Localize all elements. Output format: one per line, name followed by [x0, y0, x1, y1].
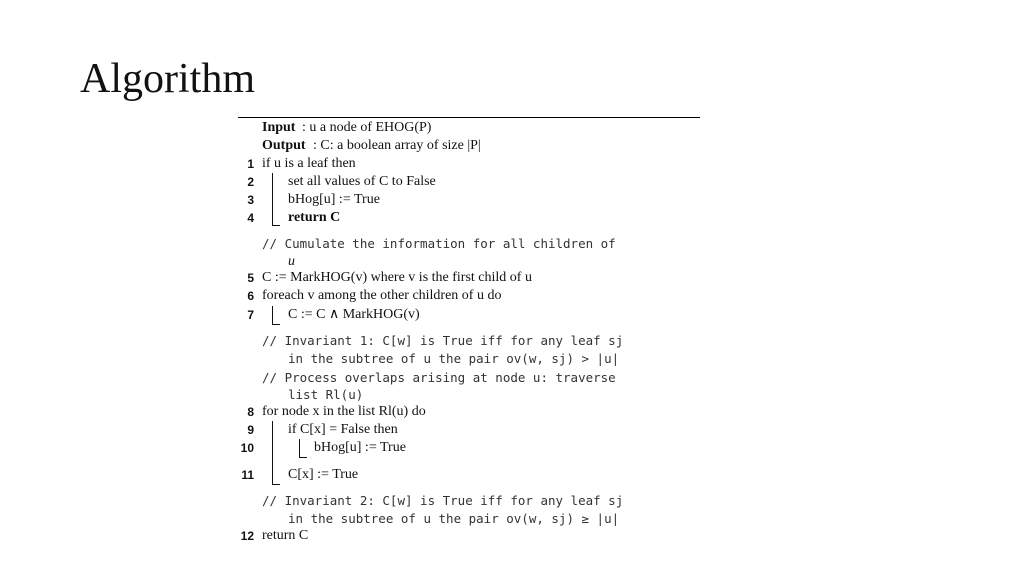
top-rule [238, 117, 700, 118]
block-foot [299, 457, 307, 458]
line-text: bHog[u] := True [288, 192, 380, 207]
line-number: 5 [247, 271, 254, 285]
input-keyword: Input [262, 120, 296, 135]
block-foot [272, 225, 280, 226]
comment-text: // Process overlaps arising at node u: traverse [262, 370, 616, 385]
comment-text: // Cumulate the information for all children of [262, 236, 616, 251]
line-number: 4 [247, 211, 254, 225]
line-number: 6 [247, 289, 254, 303]
line-number: 3 [247, 193, 254, 207]
comment-text: in the subtree of u the pair ov(w, sj) > |u| [288, 351, 620, 366]
line-text: if u is a leaf then [262, 156, 356, 171]
comment-text: // Invariant 2: C[w] is True iff for any leaf sj [262, 493, 624, 508]
output-keyword: Output [262, 138, 306, 153]
input-text: : u a node of EHOG(P) [302, 120, 432, 135]
line-text: for node x in the list Rl(u) do [262, 404, 426, 419]
line-number: 11 [241, 468, 254, 482]
line-number: 8 [247, 405, 254, 419]
block-bar [272, 306, 273, 324]
line-text: return C [288, 210, 341, 225]
block-bar [272, 421, 273, 484]
comment-text: u [288, 254, 295, 269]
comment-text: // Invariant 1: C[w] is True iff for any leaf sj [262, 333, 624, 348]
line-number: 12 [240, 529, 254, 543]
comment-text: in the subtree of u the pair ov(w, sj) ≥ |u| [288, 511, 620, 526]
line-number: 7 [247, 308, 254, 322]
output-text: : C: a boolean array of size |P| [313, 138, 481, 153]
line-number: 2 [247, 175, 254, 189]
line-number: 1 [247, 157, 254, 171]
slide-title: Algorithm [80, 56, 255, 102]
block-bar [272, 173, 273, 225]
block-foot [272, 324, 280, 325]
line-text: C := MarkHOG(v) where v is the first child of u [262, 270, 532, 285]
block-bar [299, 439, 300, 457]
line-text: return C [262, 528, 309, 543]
comment-text: list Rl(u) [288, 387, 364, 402]
line-text: C[x] := True [288, 467, 359, 482]
line-text: foreach v among the other children of u do [262, 288, 502, 303]
line-text: C := C ∧ MarkHOG(v) [288, 307, 420, 322]
algorithm-block [238, 117, 700, 547]
line-number: 10 [240, 441, 254, 455]
line-text: set all values of C to False [288, 174, 436, 189]
line-text: bHog[u] := True [314, 440, 406, 455]
line-text: if C[x] = False then [288, 422, 398, 437]
line-number: 9 [247, 423, 254, 437]
block-foot [272, 484, 280, 485]
